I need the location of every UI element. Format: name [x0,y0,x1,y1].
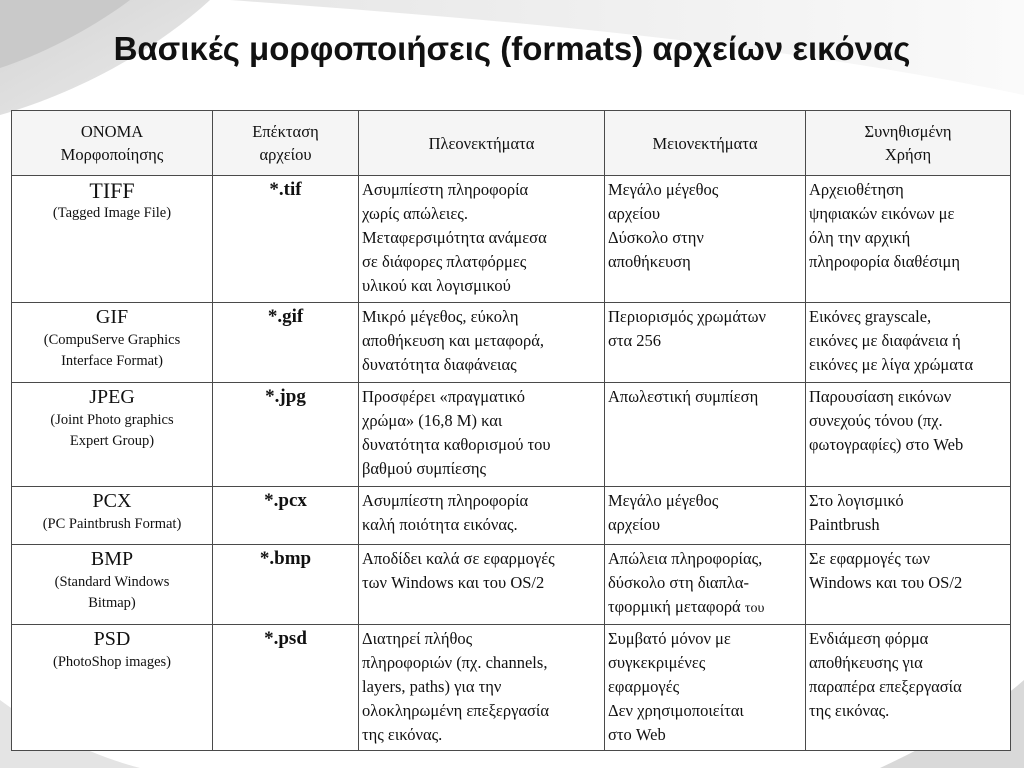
common-use-cell: Σε εφαρμογές των Windows και του OS/2 [806,545,1011,625]
header-disadvantages: Μειονεκτήματα [605,111,806,176]
advantages-cell: Ασυμπίεστη πληροφορία καλή ποιότητα εικόνας. [359,487,605,545]
advantages-cell: Μικρό μέγεθος, εύκολη αποθήκευση και μεταφορά, δυνατότητα διαφάνειας [359,303,605,383]
format-name: JPEG [89,386,135,408]
disadvantages-cell: Μεγάλο μέγεθος αρχείου Δύσκολο στην αποθήκευση [605,176,806,303]
header-format-name: ΟΝΟΜΑ Μορφοποίησης [12,111,213,176]
format-name-cell [12,545,213,625]
format-description: (PhotoShop images) [52,654,171,670]
format-description: Interface Format) [61,353,163,369]
format-name-cell [12,303,213,383]
table-row [12,176,1011,303]
formats-table [11,110,1011,751]
format-name-cell [12,383,213,487]
slide-title: Βασικές μορφοποιήσεις (formats) αρχείων εικόνας [113,30,911,67]
disadvantages-cell: Περιορισμός χρωμάτων στα 256 [605,303,806,383]
format-description: (CompuServe Graphics [43,332,181,348]
format-name: PCX [92,490,132,512]
format-name-cell [12,487,213,545]
header-file-extension: Επέκταση αρχείου [213,111,359,176]
common-use-cell: Στο λογισμικό Paintbrush [806,487,1011,545]
common-use-cell: Ενδιάμεση φόρμα αποθήκευσης για παραπέρα επεξεργασία της εικόνας. [806,625,1011,751]
format-description: (Joint Photo graphics [50,412,174,428]
extension-cell: *.psd [213,625,359,751]
common-use-cell: Εικόνες grayscale, εικόνες με διαφάνεια ή εικόνες με λίγα χρώματα [806,303,1011,383]
format-name-cell [12,625,213,751]
format-name: TIFF [89,178,135,203]
common-use-cell: Αρχειοθέτηση ψηφιακών εικόνων με όλη την αρχική πληροφορία διαθέσιμη [806,176,1011,303]
table-row [12,303,1011,383]
advantages-cell: Ασυμπίεστη πληροφορία χωρίς απώλειες. Μεταφερσιμότητα ανάμεσα σε διάφορες πλατφόρμες υλικού και λογισμικού [359,176,605,303]
disadvantages-cell: Συμβατό μόνον με συγκεκριμένες εφαρμογές Δεν χρησιμοποιείται στο Web [605,625,806,751]
table-row [12,487,1011,545]
format-description: (PC Paintbrush Format) [42,516,182,532]
extension-cell: *.pcx [213,487,359,545]
format-name-cell [12,176,213,303]
advantages-cell: Προσφέρει «πραγματικό χρώμα» (16,8 Μ) και δυνατότητα καθορισμού του βαθμού συμπίεσης [359,383,605,487]
header-advantages: Πλεονεκτήματα [359,111,605,176]
extension-cell: *.jpg [213,383,359,487]
table-row [12,625,1011,751]
format-name: PSD [93,628,131,650]
format-name: GIF [95,306,129,328]
table-row [12,383,1011,487]
common-use-cell: Παρουσίαση εικόνων συνεχούς τόνου (πχ. φωτογραφίες) στο Web [806,383,1011,487]
disadvantages-cell: Απωλεστική συμπίεση [605,383,806,487]
format-name: BMP [90,548,134,570]
advantages-cell: Αποδίδει καλά σε εφαρμογές των Windows και του OS/2 [359,545,605,625]
format-description: Bitmap) [88,595,136,611]
table-row [12,545,1011,625]
disadvantages-cell: Απώλεια πληροφορίας, δύσκολο στη διαπλα- τφορμική μεταφορά του [605,545,806,625]
disadvantages-cell: Μεγάλο μέγεθος αρχείου [605,487,806,545]
header-common-use: Συνηθισμένη Χρήση [806,111,1011,176]
format-description: Expert Group) [69,433,155,449]
extension-cell: *.bmp [213,545,359,625]
format-description: (Tagged Image File) [52,205,172,221]
table-header-row [12,111,1011,176]
format-description: (Standard Windows [54,574,170,590]
extension-cell: *.gif [213,303,359,383]
extension-cell: *.tif [213,176,359,303]
advantages-cell: Διατηρεί πλήθος πληροφοριών (πχ. channels, layers, paths) για την ολοκληρωμένη επεξεργασία της εικόνας. [359,625,605,751]
